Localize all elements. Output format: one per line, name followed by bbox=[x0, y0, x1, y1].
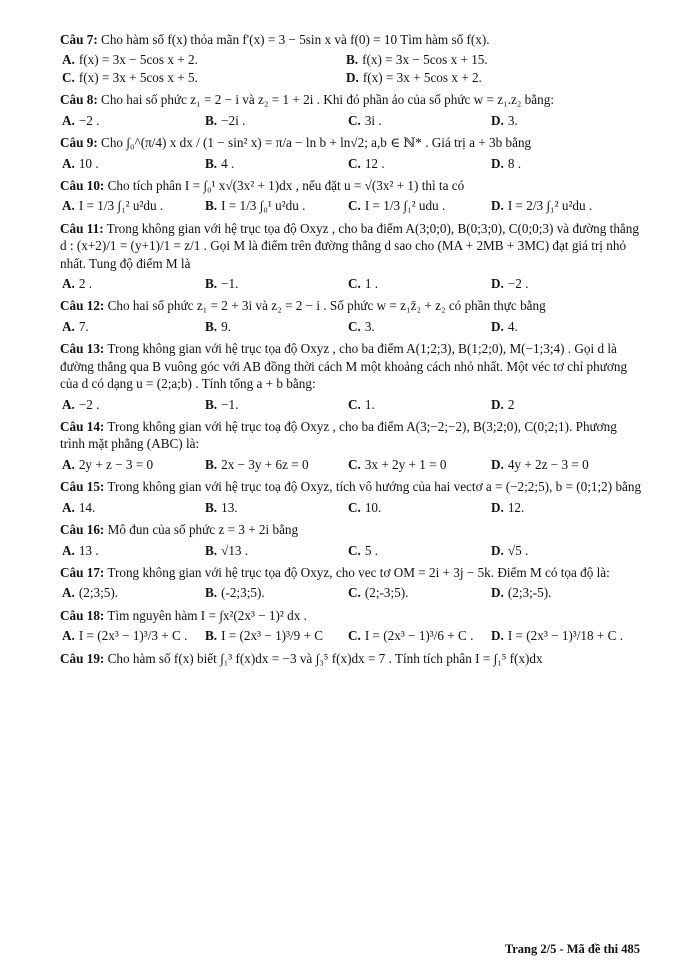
answer-option-a bbox=[62, 197, 205, 214]
question-stem bbox=[60, 564, 642, 581]
option-text: 1. bbox=[364, 396, 375, 412]
question-stem bbox=[60, 297, 642, 314]
question-label: Câu 10: bbox=[60, 177, 105, 193]
question-label: Câu 9: bbox=[60, 135, 98, 151]
option-text: 10 . bbox=[78, 155, 99, 171]
answer-option-d bbox=[491, 318, 634, 335]
answer-option-d bbox=[491, 542, 634, 559]
question-label: Câu 17: bbox=[60, 564, 105, 580]
option-key: D. bbox=[491, 456, 504, 472]
question-17 bbox=[60, 564, 642, 602]
question-text: Mô đun của số phức z = 3 + 2i bằng bbox=[107, 522, 299, 538]
option-key: A. bbox=[62, 456, 75, 472]
option-text: I = 2/3 ∫₁² u²du . bbox=[507, 198, 593, 214]
question-text: Cho hai số phức z₁ = 2 − i và z₂ = 1 + 2i . Khi đó phần ảo của số phức w = z₁.z₂ bằng: bbox=[101, 92, 554, 108]
answer-option-a bbox=[62, 318, 205, 335]
option-text: f(x) = 3x + 5cos x + 2. bbox=[362, 69, 482, 85]
question-stem bbox=[60, 177, 642, 194]
answer-option-b bbox=[205, 627, 348, 644]
question-label: Câu 11: bbox=[60, 220, 104, 236]
option-key: B. bbox=[205, 396, 218, 412]
answer-option-a bbox=[62, 51, 346, 68]
option-key: D. bbox=[491, 585, 504, 601]
question-label: Câu 18: bbox=[60, 607, 105, 623]
question-text: Cho tích phân I = ∫₀¹ x√(3x² + 1)dx , nếu đặt u = √(3x² + 1) thì ta có bbox=[107, 177, 465, 193]
answer-option-c bbox=[348, 155, 491, 172]
option-text: 2x − 3y + 6z = 0 bbox=[221, 456, 309, 472]
option-text: 10. bbox=[364, 499, 382, 515]
option-key: C. bbox=[348, 155, 361, 171]
answer-options bbox=[62, 627, 642, 644]
question-text: Cho ∫₀^(π/4) x dx / (1 − sin² x) = π/a − ln b + ln√2; a,b ∈ ℕ* . Giá trị a + 3b bằng bbox=[101, 135, 532, 151]
answer-option-b bbox=[205, 155, 348, 172]
option-text: 3. bbox=[364, 318, 375, 334]
answer-option-a bbox=[62, 155, 205, 172]
answer-option-a bbox=[62, 627, 205, 644]
question-text: Tìm nguyên hàm I = ∫x²(2x³ − 1)² dx . bbox=[107, 607, 307, 623]
question-13 bbox=[60, 340, 642, 413]
answer-option-a bbox=[62, 499, 205, 516]
question-10 bbox=[60, 177, 642, 215]
answer-option-d bbox=[491, 197, 634, 214]
answer-option-d bbox=[491, 112, 634, 129]
question-label: Câu 12: bbox=[60, 298, 105, 314]
answer-option-d bbox=[491, 584, 634, 601]
option-key: B. bbox=[205, 318, 218, 334]
option-text: 2 . bbox=[78, 276, 93, 292]
option-key: D. bbox=[491, 396, 504, 412]
question-stem bbox=[60, 220, 642, 272]
question-stem bbox=[60, 91, 642, 108]
question-12 bbox=[60, 297, 642, 335]
answer-options bbox=[62, 456, 642, 473]
option-key: C. bbox=[348, 276, 361, 292]
option-text: (2;3;-5). bbox=[507, 585, 552, 601]
answer-option-b bbox=[205, 396, 348, 413]
question-stem bbox=[60, 418, 642, 453]
option-key: A. bbox=[62, 585, 75, 601]
option-key: D. bbox=[491, 112, 504, 128]
question-text: Trong không gian với hệ trục toạ độ Oxyz, tích vô hướng của hai vectơ a = (−2;2;5), b = (0;1;2) bằng bbox=[107, 479, 642, 495]
option-key: C. bbox=[348, 318, 361, 334]
answer-options bbox=[62, 499, 642, 516]
option-key: B. bbox=[205, 628, 218, 644]
answer-option-c bbox=[348, 456, 491, 473]
question-15 bbox=[60, 478, 642, 516]
option-key: B. bbox=[205, 499, 218, 515]
option-key: D. bbox=[491, 542, 504, 558]
option-text: f(x) = 3x − 5cos x + 15. bbox=[362, 52, 488, 68]
question-text: Trong không gian với hệ trục toạ độ Oxyz , cho ba điểm A(3;−2;−2), B(3;2;0), C(0;2;1). Phương trình mặt phẳng (ABC) là: bbox=[60, 419, 617, 452]
option-key: D. bbox=[491, 276, 504, 292]
option-text: −2 . bbox=[78, 112, 100, 128]
question-8 bbox=[60, 91, 642, 129]
option-text: 4 . bbox=[221, 155, 235, 171]
answer-option-c bbox=[348, 197, 491, 214]
option-text: I = 1/3 ∫₀¹ u²du . bbox=[221, 198, 306, 214]
answer-option-d bbox=[491, 456, 634, 473]
question-text: Trong không gian với hệ trục tọa độ Oxyz, cho vec tơ OM = 2i + 3j − 5k. Điểm M có tọa độ là: bbox=[107, 564, 610, 580]
option-key: D. bbox=[491, 318, 504, 334]
answer-option-d bbox=[491, 396, 634, 413]
option-key: C. bbox=[348, 396, 361, 412]
option-text: 14. bbox=[78, 499, 96, 515]
question-text: Trong không gian với hệ trục tọa độ Oxyz , cho ba điểm A(3;0;0), B(0;3;0), C(0;0;3) và đường thẳng d : (x+2)/1 = (y+1)/1 = z/1 . Gọi M là điểm trên đường thẳng d sao cho (MA + 2MB + 3MC) đạt giá trị nhỏ nhất. Tung độ điểm M là bbox=[60, 220, 639, 271]
answer-option-c bbox=[348, 275, 491, 292]
option-key: C. bbox=[348, 112, 361, 128]
question-stem bbox=[60, 478, 642, 495]
answer-option-b bbox=[205, 499, 348, 516]
option-key: A. bbox=[62, 318, 75, 334]
question-11 bbox=[60, 220, 642, 293]
option-key: D. bbox=[491, 499, 504, 515]
option-text: 3. bbox=[507, 112, 518, 128]
option-text: 3i . bbox=[364, 112, 382, 128]
answer-option-d bbox=[491, 155, 634, 172]
answer-option-b bbox=[205, 112, 348, 129]
answer-option-c bbox=[348, 542, 491, 559]
option-key: A. bbox=[62, 396, 75, 412]
option-text: I = (2x³ − 1)³/18 + C . bbox=[507, 628, 624, 644]
answer-option-a bbox=[62, 275, 205, 292]
option-text: 8 . bbox=[507, 155, 522, 171]
answer-option-d bbox=[491, 627, 634, 644]
option-text: 4y + 2z − 3 = 0 bbox=[507, 456, 589, 472]
option-text: I = (2x³ − 1)³/9 + C bbox=[221, 628, 324, 644]
answer-option-b bbox=[205, 197, 348, 214]
option-key: A. bbox=[62, 112, 75, 128]
option-text: −2 . bbox=[507, 276, 529, 292]
option-text: I = (2x³ − 1)³/6 + C . bbox=[364, 628, 474, 644]
option-text: (-2;3;5). bbox=[221, 585, 265, 601]
answer-option-a bbox=[62, 112, 205, 129]
answer-option-d bbox=[491, 499, 634, 516]
answer-options bbox=[62, 51, 642, 86]
answer-option-d bbox=[491, 275, 634, 292]
option-key: C. bbox=[348, 542, 361, 558]
option-text: f(x) = 3x − 5cos x + 2. bbox=[78, 52, 198, 68]
option-key: D. bbox=[346, 69, 359, 85]
answer-option-b bbox=[205, 318, 348, 335]
option-text: 9. bbox=[221, 318, 231, 334]
option-text: (2;3;5). bbox=[78, 585, 119, 601]
option-key: C. bbox=[348, 628, 361, 644]
answer-option-a bbox=[62, 456, 205, 473]
question-label: Câu 14: bbox=[60, 419, 105, 435]
question-stem bbox=[60, 31, 642, 48]
option-key: B. bbox=[346, 52, 359, 68]
option-key: C. bbox=[348, 585, 361, 601]
answer-options bbox=[62, 275, 642, 292]
option-text: (2;-3;5). bbox=[364, 585, 409, 601]
question-label: Câu 8: bbox=[60, 92, 98, 108]
option-text: 7. bbox=[78, 318, 89, 334]
answer-option-c bbox=[62, 69, 346, 86]
option-text: √13 . bbox=[221, 542, 249, 558]
answer-options bbox=[62, 197, 642, 214]
question-19 bbox=[60, 650, 642, 667]
answer-option-b bbox=[346, 51, 630, 68]
option-text: −1. bbox=[221, 396, 239, 412]
option-key: A. bbox=[62, 628, 75, 644]
answer-option-c bbox=[348, 318, 491, 335]
question-stem bbox=[60, 650, 642, 667]
answer-option-c bbox=[348, 499, 491, 516]
option-text: I = (2x³ − 1)³/3 + C . bbox=[78, 628, 188, 644]
option-text: 3x + 2y + 1 = 0 bbox=[364, 456, 447, 472]
option-text: 1 . bbox=[364, 276, 379, 292]
answer-option-d bbox=[346, 69, 630, 86]
option-text: 2 bbox=[507, 396, 515, 412]
answer-option-b bbox=[205, 584, 348, 601]
option-key: B. bbox=[205, 276, 218, 292]
question-14 bbox=[60, 418, 642, 473]
option-key: A. bbox=[62, 52, 75, 68]
option-key: A. bbox=[62, 276, 75, 292]
option-key: B. bbox=[205, 542, 218, 558]
option-key: A. bbox=[62, 542, 75, 558]
question-16 bbox=[60, 521, 642, 559]
question-9 bbox=[60, 134, 642, 172]
option-key: A. bbox=[62, 198, 75, 214]
option-key: B. bbox=[205, 198, 218, 214]
option-key: C. bbox=[62, 69, 75, 85]
answer-option-c bbox=[348, 396, 491, 413]
option-key: C. bbox=[348, 499, 361, 515]
answer-option-c bbox=[348, 627, 491, 644]
answer-options bbox=[62, 542, 642, 559]
question-label: Câu 7: bbox=[60, 32, 98, 47]
question-18 bbox=[60, 607, 642, 645]
option-key: B. bbox=[205, 155, 218, 171]
answer-option-c bbox=[348, 584, 491, 601]
option-text: 13 . bbox=[78, 542, 99, 558]
question-label: Câu 16: bbox=[60, 522, 105, 538]
question-label: Câu 19: bbox=[60, 650, 105, 666]
option-key: B. bbox=[205, 585, 218, 601]
question-7 bbox=[60, 31, 642, 86]
option-key: B. bbox=[205, 456, 218, 472]
option-text: 5 . bbox=[364, 542, 379, 558]
question-text: Cho hàm số f(x) biết ∫₁³ f(x)dx = −3 và ∫₃⁵ f(x)dx = 7 . Tính tích phân I = ∫₁⁵ f(x)dx bbox=[107, 650, 543, 666]
answer-option-b bbox=[205, 456, 348, 473]
option-text: 12 . bbox=[364, 155, 385, 171]
answer-options bbox=[62, 318, 642, 335]
question-text: Cho hai số phức z₁ = 2 + 3i và z₂ = 2 − i . Số phức w = z₁z̄₂ + z₂ có phần thực bằng bbox=[107, 298, 546, 314]
answer-option-a bbox=[62, 584, 205, 601]
question-text: Trong không gian với hệ trục tọa độ Oxyz , cho ba điểm A(1;2;3), B(1;2;0), M(−1;3;4) . Gọi d là đường thẳng qua B vuông góc với AB đồng thời cách M một khoảng cách nhỏ nhất. Một véc tơ chỉ phương của d có dạng u = (2;a;b) . Tính tổng a + b bằng: bbox=[60, 341, 628, 392]
option-key: D. bbox=[491, 628, 504, 644]
option-text: I = 1/3 ∫₁² u²du . bbox=[78, 198, 164, 214]
question-label: Câu 15: bbox=[60, 479, 105, 495]
option-text: 2y + z − 3 = 0 bbox=[78, 456, 154, 472]
answer-option-b bbox=[205, 275, 348, 292]
option-key: C. bbox=[348, 456, 361, 472]
option-text: I = 1/3 ∫₁² udu . bbox=[364, 198, 446, 214]
option-key: D. bbox=[491, 198, 504, 214]
answer-options bbox=[62, 396, 642, 413]
option-text: −2i . bbox=[221, 112, 246, 128]
option-text: 4. bbox=[507, 318, 518, 334]
answer-option-a bbox=[62, 396, 205, 413]
option-text: 13. bbox=[221, 499, 238, 515]
answer-option-b bbox=[205, 542, 348, 559]
option-text: f(x) = 3x + 5cos x + 5. bbox=[78, 69, 198, 85]
question-stem bbox=[60, 607, 642, 624]
question-label: Câu 13: bbox=[60, 341, 105, 357]
option-text: −2 . bbox=[78, 396, 100, 412]
option-text: 12. bbox=[507, 499, 525, 515]
question-stem bbox=[60, 340, 642, 392]
option-text: √5 . bbox=[507, 542, 529, 558]
option-key: A. bbox=[62, 499, 75, 515]
page-footer: Trang 2/5 - Mã đề thi 485 bbox=[504, 942, 640, 956]
question-text: Cho hàm số f(x) thỏa mãn f'(x) = 3 − 5sin x và f(0) = 10 Tìm hàm số f(x). bbox=[101, 32, 490, 47]
answer-options bbox=[62, 112, 642, 129]
answer-options bbox=[62, 584, 642, 601]
option-text: −1. bbox=[221, 276, 239, 292]
option-key: A. bbox=[62, 155, 75, 171]
question-stem bbox=[60, 521, 642, 538]
option-key: C. bbox=[348, 198, 361, 214]
option-key: B. bbox=[205, 112, 218, 128]
option-key: D. bbox=[491, 155, 504, 171]
answer-options bbox=[62, 155, 642, 172]
answer-option-c bbox=[348, 112, 491, 129]
answer-option-a bbox=[62, 542, 205, 559]
question-stem bbox=[60, 134, 642, 151]
